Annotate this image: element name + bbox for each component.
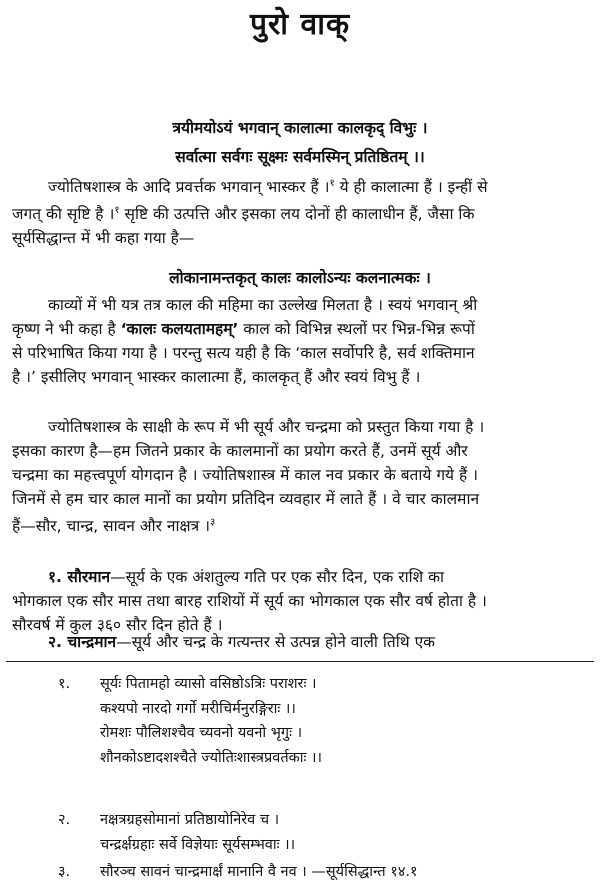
text: कृष्ण ने भी कहा है [12,320,121,338]
text: चन्द्रर्क्षग्रहाः सर्वे विज्ञेयाः सूर्यसम्भवाः ।। [100,836,296,853]
footnote-1 [58,672,598,770]
text: चन्द्रमा का महत्त्वपूर्ण योगदान है । ज्योतिषशास्त्र में काल नव प्रकार के बताये गये हैं । [12,466,478,484]
text: —सूर्य के एक अंशतुल्य गति पर एक सौर दिन, एक राशि का [110,568,445,586]
text: भोगकाल एक सौर मास तथा बारह राशियों में सूर्य का भोगकाल एक सौर वर्ष होता है । [12,592,487,610]
text: सूर्यः पितामहो व्यासो वसिष्ठोऽत्रिः पराशरः । [100,676,317,692]
text: ये ही कालात्मा हैं । इन्हीं से [334,178,488,197]
text: हैं—सौर, चान्द्र, सावन और नाक्षत्र । [12,517,210,536]
opening-verse-line-1: त्रयीमयोऽयं भगवान् कालात्मा कालकृद् विभुः । [172,119,428,137]
section-heading: २. चान्द्रमान [48,633,117,651]
text: से परिभाषित किया गया है । परन्तु सत्य यही है कि ‘काल सर्वोपरि है, सर्व शक्तिमान [12,344,475,362]
footnote-marker: ३ [210,517,216,528]
text: नक्षत्रग्रहसोमानां प्रतिष्ठायोनिरेव च । [100,812,280,828]
text: ज्योतिषशास्त्र के साक्षी के रूप में भी सूर्य और चन्द्रमा को प्रस्तुत किया गया है । [48,418,485,436]
text: काल को विभिन्न स्थलों पर भिन्न-भिन्न रूपों [238,320,475,338]
text: काव्यों में भी यत्र तत्र काल की महिमा का उल्लेख मिलता है । स्वयं भगवान् श्री [48,296,478,314]
text: जगत् की सृष्टि है । [12,205,115,224]
text: जिनमें से हम चार काल मानों का प्रयोग प्रतिदिन व्यवहार में लाते हैं । वे चार कालमान [12,490,480,508]
opening-verse-line-2: सर्वात्मा सर्वगः सूक्ष्मः सर्वमस्मिन् प्रतिष्ठितम् ।। [175,148,425,166]
text: रोमशः पौलिशश्चैव च्यवनो यवनो भृगुः । [100,725,303,741]
text: सृष्टि की उत्पत्ति और इसका लय दोनों ही कालाधीन हैं, जैसा कि [119,205,475,224]
text: है ।’ इसीलिए भगवान् भास्कर कालात्मा हैं, कालकृत् हैं और स्वयं विभु हैं । [12,368,421,386]
page-title: पुरो वाक् [249,7,350,42]
text: ज्योतिषशास्त्र के आदि प्रवर्त्तक भगवान् भास्कर हैं । [48,178,330,197]
text: कश्यपो नारदो गर्गो मरीचिर्मनुरङ्गिराः ।। [100,700,296,717]
text: —सूर्य और चन्द्र के गत्यन्तर से उत्पन्न होने वाली तिथि एक [116,633,436,651]
paragraph-3 [12,415,594,538]
text: सूर्यसिद्धान्त में भी कहा गया है— [12,229,195,248]
paragraph-1 [12,172,594,250]
paragraph-5 [12,630,594,654]
paragraph-4 [12,565,594,637]
text: सौरवर्ष में कुल ३६० सौर दिन होते हैं । [12,616,223,634]
text: इसका कारण है—हम जितने प्रकार के कालमानों का प्रयोग करते हैं, उनमें सूर्य और [12,442,468,460]
footnote-3 [58,860,598,885]
footnote-marker: १ [114,205,120,217]
footnote-divider [6,661,594,662]
text: सौरञ्च सावनं चान्द्रमार्क्षं मानानि वै नव । —सूर्यसिद्धान्त १४.१ [100,864,418,880]
text: शौनकोऽष्टादशश्चैते ज्योतिःशास्त्रप्रवर्तकाः ।। [100,749,323,766]
footnote-marker: १ [329,178,335,189]
paragraph-2 [12,293,594,389]
footnote-number: १. [58,676,71,692]
bold-quote: ‘कालः कलयतामहम्’ [120,320,239,338]
quote-verse: लोकानामन्तकृत् कालः कालोऽन्यः कलनात्मकः । [169,269,431,287]
footnote-2 [58,808,598,857]
footnote-number: २. [58,812,71,828]
section-heading: १. सौरमान [48,568,111,586]
footnote-number: ३. [58,864,71,880]
